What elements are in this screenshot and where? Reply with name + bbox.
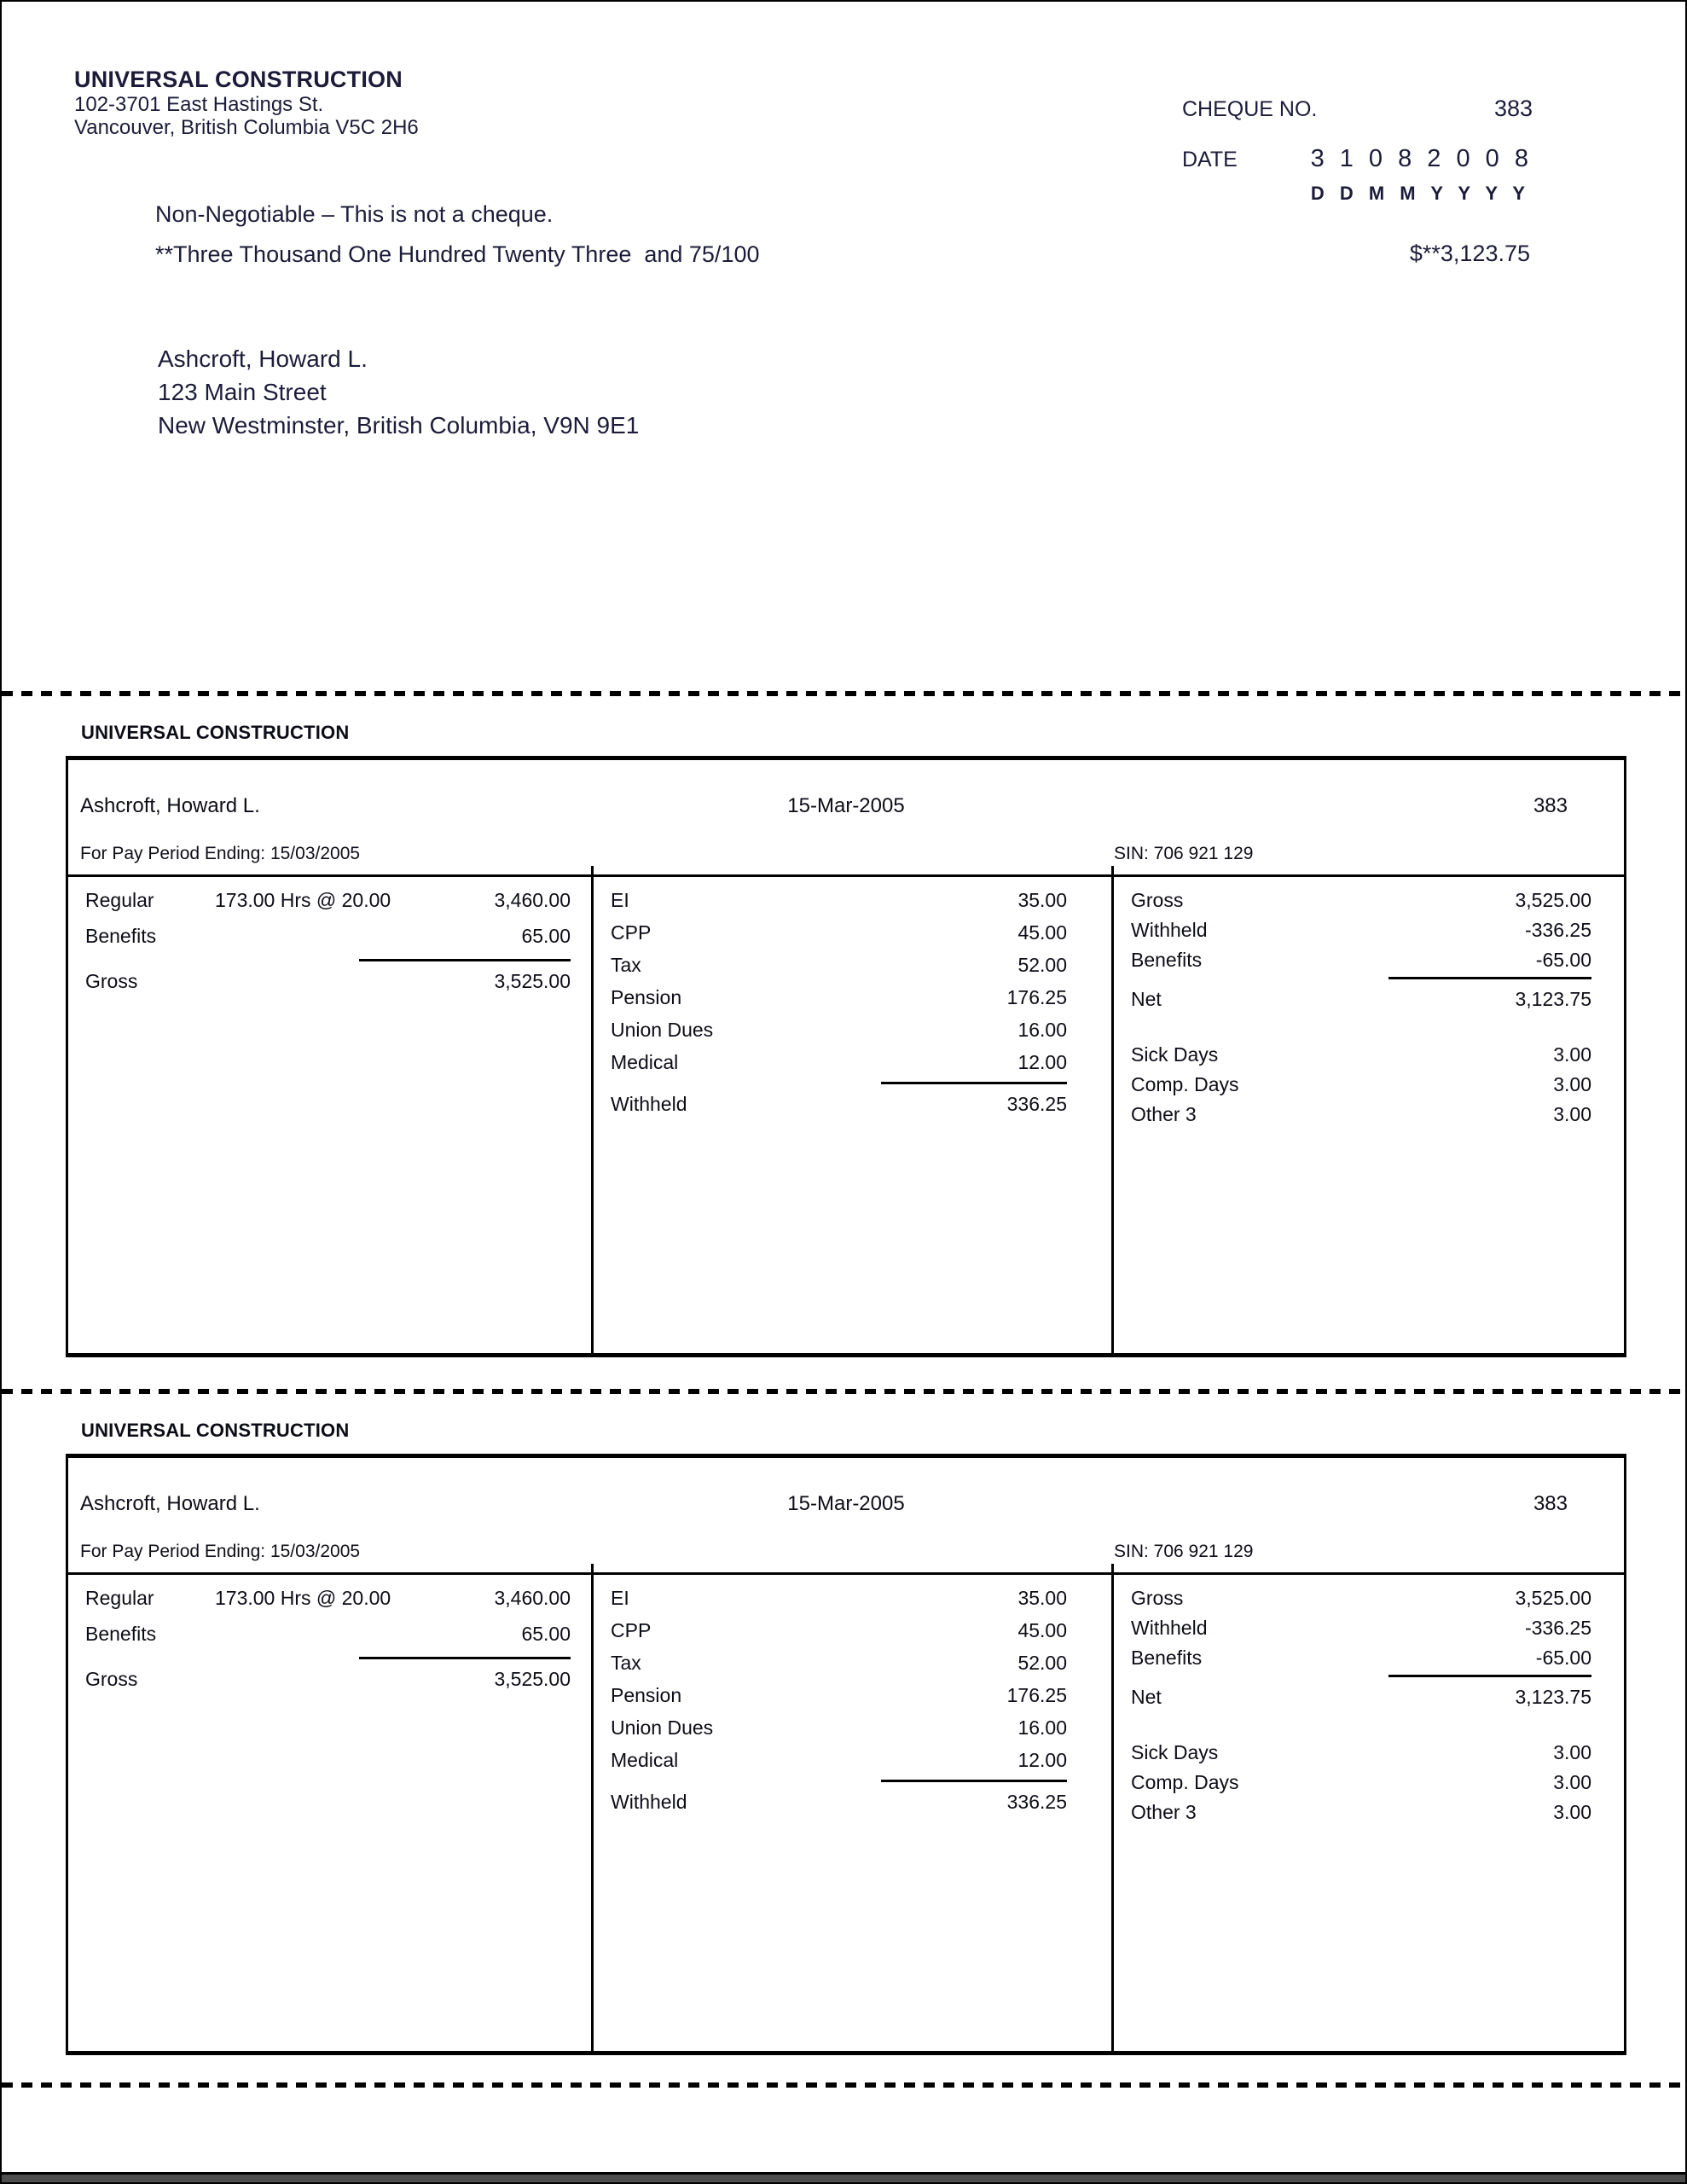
deduction-label: Withheld <box>611 1093 687 1115</box>
stub-cheque-date: 15-Mar-2005 <box>787 794 905 817</box>
deduction-row <box>611 1618 1067 1643</box>
summary-amount: 3.00 <box>1553 1801 1591 1823</box>
summary-label: Comp. Days <box>1131 1771 1239 1793</box>
pay-period-ending: For Pay Period Ending: 15/03/2005 <box>80 1542 361 1561</box>
pay-stub-2 <box>2 1391 1685 2073</box>
earnings-row <box>85 1585 571 1611</box>
stub-subheader-row <box>68 844 1624 866</box>
stub-box <box>66 1454 1626 2055</box>
summary-row <box>1131 917 1591 943</box>
earnings-row <box>85 1621 571 1647</box>
deduction-amount: 45.00 <box>1017 1619 1067 1641</box>
sin-number: SIN: 706 921 129 <box>1114 1542 1254 1561</box>
deduction-row <box>611 1682 1067 1708</box>
summary-amount: -65.00 <box>1535 1647 1591 1669</box>
earnings-amount: 3,460.00 <box>494 889 571 911</box>
summary-amount: -336.25 <box>1524 919 1591 941</box>
summary-label: Withheld <box>1131 919 1208 941</box>
spacer <box>1131 1714 1591 1740</box>
earnings-label: Gross <box>85 970 138 992</box>
summary-label: Benefits <box>1131 1647 1203 1669</box>
deduction-label: CPP <box>611 1619 652 1641</box>
total-rule <box>359 959 571 961</box>
summary-amount: -336.25 <box>1524 1617 1591 1639</box>
earnings-label: Regular <box>85 1587 154 1609</box>
summary-label: Sick Days <box>1131 1741 1219 1763</box>
deduction-row <box>611 1715 1067 1740</box>
payee-city: New Westminster, British Columbia, V9N 9E1 <box>158 412 640 439</box>
deduction-amount: 176.25 <box>1006 986 1067 1008</box>
deduction-row <box>611 1747 1067 1773</box>
summary-amount: 3.00 <box>1553 1073 1591 1095</box>
cheque-number-value: 383 <box>1493 96 1533 121</box>
deduction-amount: 336.25 <box>1006 1791 1067 1813</box>
summary-amount: 3,123.75 <box>1515 988 1591 1010</box>
earnings-amount: 3,525.00 <box>494 970 571 992</box>
earnings-label: Benefits <box>85 1623 157 1645</box>
net-pay-row <box>1131 1684 1591 1710</box>
amount-in-words: **Three Thousand One Hundred Twenty Three and 75/100 <box>155 241 760 267</box>
cheque-section <box>2 2 1685 693</box>
date-format-legend: D D M M Y Y Y Y <box>1310 183 1530 204</box>
earnings-column <box>68 1575 591 2051</box>
summary-amount: 3.00 <box>1553 1771 1591 1793</box>
summary-row <box>1131 1740 1591 1765</box>
earnings-detail: 173.00 Hrs @ 20.00 <box>215 889 391 911</box>
total-rule <box>881 1780 1067 1782</box>
stub-header-row <box>68 794 1624 820</box>
deduction-label: Union Dues <box>611 1716 714 1739</box>
summary-label: Net <box>1131 1686 1162 1708</box>
summary-column <box>1111 877 1624 1353</box>
column-divider-tick <box>1111 1564 1114 1575</box>
earnings-row <box>85 887 571 913</box>
earnings-column <box>68 877 591 1353</box>
summary-row <box>1131 1769 1591 1795</box>
deduction-label: Tax <box>611 1652 641 1674</box>
summary-label: Net <box>1131 988 1162 1010</box>
deduction-amount: 12.00 <box>1017 1051 1067 1073</box>
deduction-amount: 52.00 <box>1017 1652 1067 1674</box>
stub-subheader-row <box>68 1542 1624 1564</box>
deduction-label: Medical <box>611 1051 679 1073</box>
summary-amount: 3.00 <box>1553 1043 1591 1066</box>
earnings-label: Gross <box>85 1668 138 1690</box>
deduction-label: Union Dues <box>611 1019 714 1041</box>
company-name: UNIVERSAL CONSTRUCTION <box>74 67 403 92</box>
deduction-label: CPP <box>611 921 652 944</box>
deduction-amount: 16.00 <box>1017 1716 1067 1739</box>
column-divider-tick <box>1111 866 1114 877</box>
earnings-total-row <box>85 1666 571 1692</box>
earnings-amount: 3,525.00 <box>494 1668 571 1690</box>
column-divider-tick <box>591 1564 594 1575</box>
total-rule <box>1388 977 1591 979</box>
deductions-column <box>591 1575 1111 2051</box>
deduction-amount: 12.00 <box>1017 1749 1067 1771</box>
summary-row <box>1131 1645 1591 1670</box>
column-divider-tick <box>591 866 594 877</box>
summary-amount: 3.00 <box>1553 1103 1591 1125</box>
summary-row <box>1131 1799 1591 1825</box>
stub-company-name: UNIVERSAL CONSTRUCTION <box>81 722 350 743</box>
summary-label: Other 3 <box>1131 1103 1197 1125</box>
deduction-row <box>611 887 1067 913</box>
summary-row <box>1131 1042 1591 1067</box>
summary-amount: 3.00 <box>1553 1741 1591 1763</box>
cheque-number-label: CHEQUE NO. <box>1182 97 1318 121</box>
deduction-row <box>611 985 1067 1010</box>
stub-cheque-number: 383 <box>1533 1492 1568 1515</box>
deduction-amount: 16.00 <box>1017 1019 1067 1041</box>
summary-label: Other 3 <box>1131 1801 1197 1823</box>
deduction-amount: 45.00 <box>1017 921 1067 944</box>
earnings-amount: 65.00 <box>521 1623 571 1645</box>
earnings-detail: 173.00 Hrs @ 20.00 <box>215 1587 391 1609</box>
deduction-row <box>611 1585 1067 1611</box>
deduction-label: Medical <box>611 1749 679 1771</box>
stub-table <box>68 874 1624 1353</box>
deductions-total-row <box>611 1091 1067 1117</box>
summary-amount: -65.00 <box>1535 949 1591 971</box>
earnings-row <box>85 923 571 949</box>
deduction-amount: 176.25 <box>1006 1684 1067 1706</box>
deduction-label: Pension <box>611 1684 682 1706</box>
sin-number: SIN: 706 921 129 <box>1114 844 1254 863</box>
summary-row <box>1131 1585 1591 1611</box>
summary-label: Gross <box>1131 1587 1184 1609</box>
perforation-line-3 <box>2 2082 1685 2088</box>
summary-label: Comp. Days <box>1131 1073 1239 1095</box>
deduction-label: EI <box>611 889 629 911</box>
summary-row <box>1131 947 1591 973</box>
earnings-amount: 65.00 <box>521 925 571 947</box>
deduction-amount: 52.00 <box>1017 954 1067 976</box>
company-address-line2: Vancouver, British Columbia V5C 2H6 <box>74 116 419 139</box>
earnings-amount: 3,460.00 <box>494 1587 571 1609</box>
non-negotiable-notice: Non-Negotiable – This is not a cheque. <box>155 201 554 227</box>
summary-amount: 3,123.75 <box>1515 1686 1591 1708</box>
deduction-amount: 35.00 <box>1017 1587 1067 1609</box>
stub-cheque-number: 383 <box>1533 794 1568 817</box>
stub-company-name: UNIVERSAL CONSTRUCTION <box>81 1420 350 1441</box>
deduction-row <box>611 1049 1067 1075</box>
deduction-amount: 35.00 <box>1017 889 1067 911</box>
summary-label: Withheld <box>1131 1617 1208 1639</box>
earnings-label: Benefits <box>85 925 157 947</box>
employee-name: Ashcroft, Howard L. <box>80 794 260 817</box>
net-pay-row <box>1131 986 1591 1012</box>
summary-amount: 3,525.00 <box>1515 1587 1591 1609</box>
summary-row <box>1131 887 1591 913</box>
scan-edge-strip <box>2 2172 1685 2182</box>
spacer <box>1131 1016 1591 1042</box>
earnings-label: Regular <box>85 889 154 911</box>
employee-name: Ashcroft, Howard L. <box>80 1492 260 1515</box>
deductions-total-row <box>611 1789 1067 1815</box>
summary-label: Gross <box>1131 889 1184 911</box>
date-digits: 3 1 0 8 2 0 0 8 <box>1310 145 1533 172</box>
deduction-label: Withheld <box>611 1791 687 1813</box>
deduction-row <box>611 920 1067 945</box>
summary-label: Benefits <box>1131 949 1203 971</box>
payee-address-block <box>158 342 639 442</box>
earnings-total-row <box>85 968 571 994</box>
date-label: DATE <box>1182 148 1238 171</box>
stub-cheque-date: 15-Mar-2005 <box>787 1492 905 1515</box>
pay-stub-1 <box>2 693 1685 1375</box>
payee-name: Ashcroft, Howard L. <box>158 346 368 372</box>
cheque-number-row <box>1182 96 1533 122</box>
deduction-amount: 336.25 <box>1006 1093 1067 1115</box>
pay-period-ending: For Pay Period Ending: 15/03/2005 <box>80 844 361 863</box>
amount-numeric: $**3,123.75 <box>1409 241 1530 266</box>
summary-amount: 3,525.00 <box>1515 889 1591 911</box>
summary-row <box>1131 1101 1591 1127</box>
deduction-row <box>611 952 1067 978</box>
deduction-row <box>611 1650 1067 1676</box>
total-rule <box>1388 1675 1591 1677</box>
summary-label: Sick Days <box>1131 1043 1219 1066</box>
deduction-label: Tax <box>611 954 641 976</box>
company-address-block <box>74 67 419 139</box>
summary-row <box>1131 1072 1591 1097</box>
deduction-row <box>611 1017 1067 1043</box>
cheque-date-row <box>1182 145 1533 173</box>
total-rule <box>359 1657 571 1659</box>
stub-table <box>68 1572 1624 2051</box>
deductions-column <box>591 877 1111 1353</box>
company-address-line1: 102-3701 East Hastings St. <box>74 93 324 116</box>
deduction-label: Pension <box>611 986 682 1008</box>
stub-box <box>66 756 1626 1357</box>
total-rule <box>881 1082 1067 1084</box>
stub-header-row <box>68 1492 1624 1518</box>
summary-row <box>1131 1615 1591 1641</box>
payee-street: 123 Main Street <box>158 379 327 405</box>
deduction-label: EI <box>611 1587 629 1609</box>
summary-column <box>1111 1575 1624 2051</box>
